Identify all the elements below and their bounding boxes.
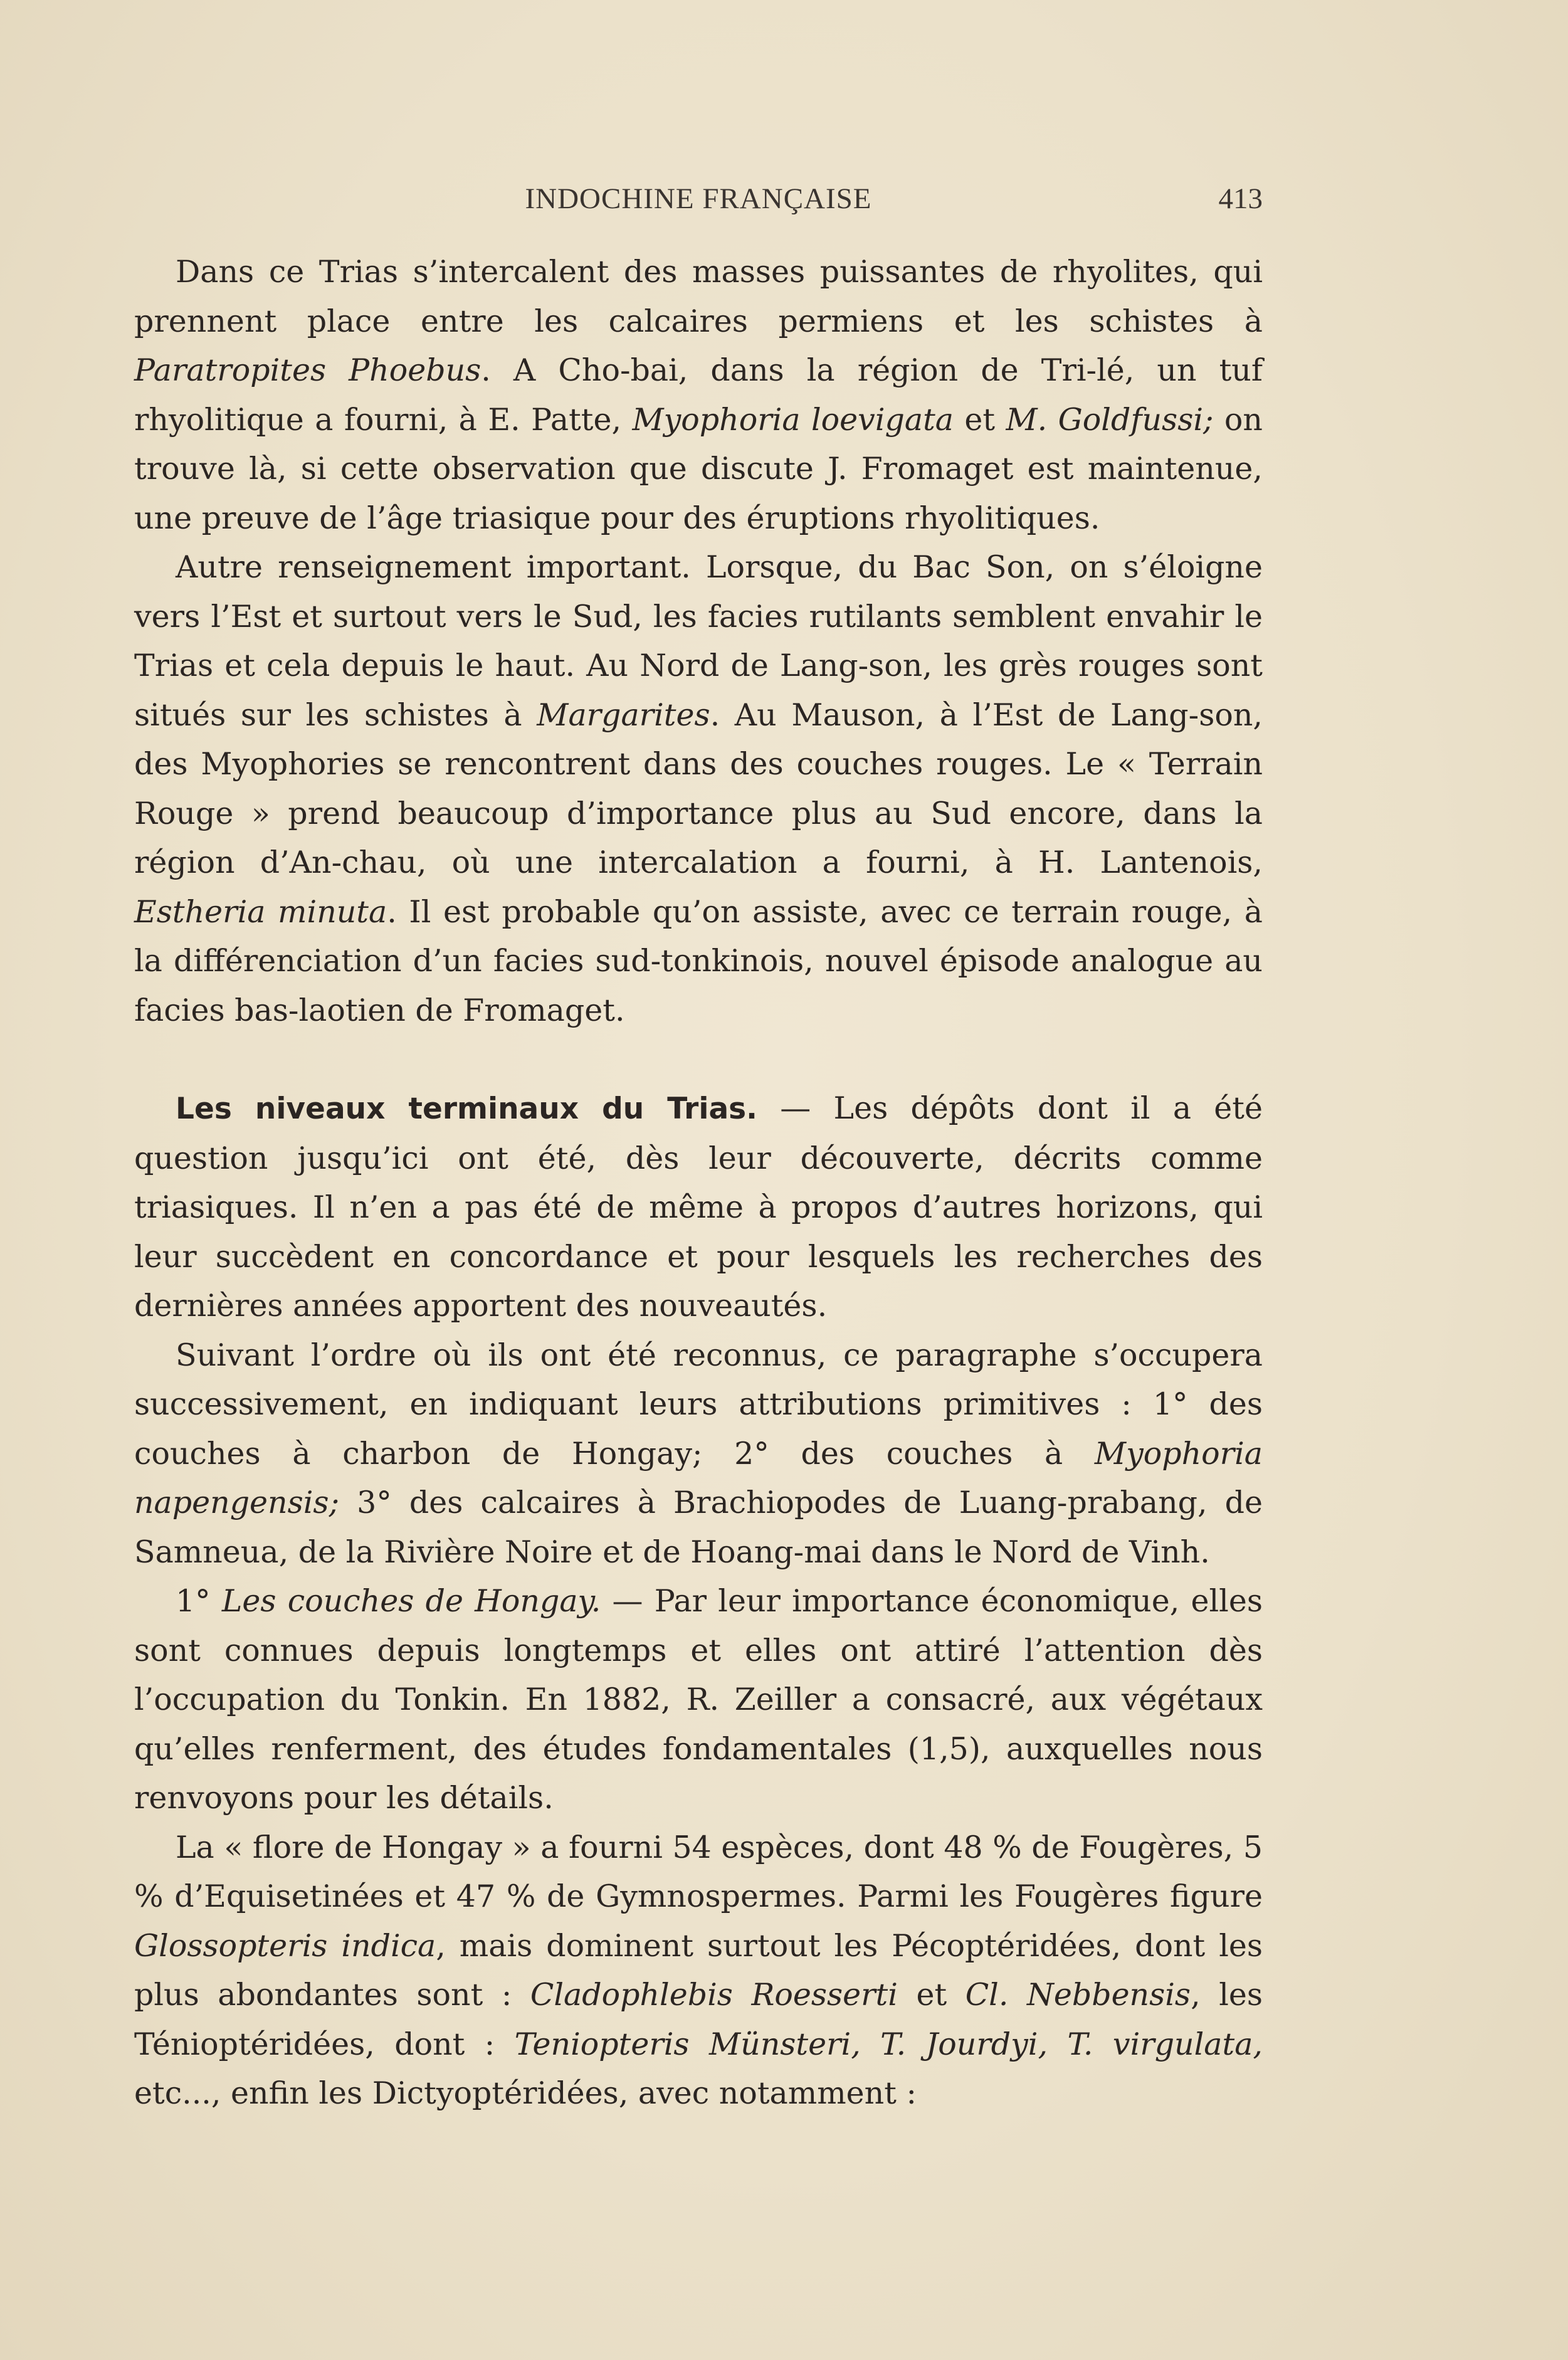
italic-taxon: Myophoria napengensis; — [134, 1435, 1263, 1520]
text-run: Autre renseignement important. Lorsque, du Bac Son, on s’éloigne vers l’Est et surtout vers le Sud, les facies rutilants semblent envahir le Trias et cela depuis le haut. Au Nord de Lang-son, les grès rouges sont situés sur les schistes à — [134, 549, 1263, 733]
text-run: La « flore de Hongay » a fourni 54 espèces, dont 48 % de Fougères, 5 % d’Equisetinées et 47 % de Gymnospermes. Parmi les Fougères figure — [134, 1829, 1263, 1914]
text-run: on trouve là, si cette observation que discute J. Fromaget est maintenue, une preuve de l’âge triasique pour des éruptions rhyolitiques. — [134, 401, 1263, 536]
running-header — [134, 182, 1263, 226]
italic-taxon: Cl. Nebbensis — [965, 1977, 1191, 2013]
italic-subheading: Les couches de Hongay. — [221, 1583, 601, 1619]
italic-taxon: Paratropites Phoebus — [134, 352, 481, 388]
paragraph-terminal-levels — [134, 1084, 1263, 1331]
text-run: Suivant l’ordre où ils ont été reconnus, ce paragraphe s’occupera successivement, en indiquant leurs attributions primitives : 1° des couches à charbon de Hongay; 2° des couches à — [134, 1337, 1263, 1472]
text-run: . A Cho-bai, dans la région de Tri-lé, un tuf rhyolitique a fourni, à E. Patte, — [134, 352, 1263, 438]
running-title: INDOCHINE FRANÇAISE — [525, 182, 872, 215]
italic-taxon: Teniopteris Münsteri, T. Jourdyi, T. virgulata, — [514, 2026, 1263, 2062]
paragraph-rutilant-facies — [134, 543, 1263, 1035]
paragraph-hongay-flora — [134, 1823, 1263, 2119]
text-run: 1° — [176, 1583, 222, 1619]
italic-taxon: Estheria minuta — [134, 893, 387, 930]
italic-taxon: Myophoria loevigata — [632, 401, 954, 438]
italic-taxon: M. Goldfussi; — [1006, 401, 1214, 438]
italic-taxon: Margarites — [537, 697, 710, 733]
text-run: et — [897, 1977, 966, 2013]
paragraph-hongay-layers — [134, 1577, 1263, 1823]
text-run: — Par leur importance économique, elles sont connues depuis longtemps et elles ont attiré l’attention dès l’occupation du Tonkin. En 1882, R. Zeiller a consacré, aux végétaux qu’elles renferment, des études fondamentales (1,5), auxquelles nous renvoyons pour les détails. — [134, 1583, 1263, 1816]
body-text — [134, 248, 1263, 2119]
paragraph-order — [134, 1331, 1263, 1578]
paragraph-rhyolites — [134, 248, 1263, 543]
page-number: 413 — [1218, 182, 1263, 215]
text-run: — Les dépôts dont il a été question jusqu’ici ont été, dès leur découverte, décrits comme triasiques. Il n’en a pas été de même à propos d’autres horizons, qui leur succèdent en concordance et pour lesquels les recherches des dernières années apportent des nouveautés. — [134, 1090, 1263, 1324]
text-run: etc..., enfin les Dictyoptéridées, avec notamment : — [134, 2075, 917, 2111]
text-run: et — [953, 401, 1006, 438]
italic-taxon: Cladophlebis Roesserti — [530, 1977, 898, 2013]
text-run: , les Ténioptéridées, dont : — [134, 1977, 1263, 2062]
italic-taxon: Glossopteris indica — [134, 1927, 436, 1964]
text-run: , mais dominent surtout les Pécoptéridées, dont les plus abondantes sont : — [134, 1927, 1263, 2013]
text-run: . Il est probable qu’on assiste, avec ce terrain rouge, à la différenciation d’un facies sud-tonkinois, nouvel épisode analogue au facies bas-laotien de Fromaget. — [134, 893, 1263, 1028]
section-heading: Les niveaux terminaux du Trias. — [176, 1092, 757, 1126]
text-run: 3° des calcaires à Brachiopodes de Luang-prabang, de Samneua, de la Rivière Noire et de Hoang-mai dans le Nord de Vinh. — [134, 1485, 1263, 1570]
text-run: . Au Mauson, à l’Est de Lang-son, des Myophories se rencontrent dans des couches rouges. Le « Terrain Rouge » prend beaucoup d’importance plus au Sud encore, dans la région d’An-chau, où une intercalation a fourni, à H. Lantenois, — [134, 697, 1263, 880]
text-run: Dans ce Trias s’intercalent des masses puissantes de rhyolites, qui prennent place entre les calcaires permiens et les schistes à — [134, 254, 1263, 339]
